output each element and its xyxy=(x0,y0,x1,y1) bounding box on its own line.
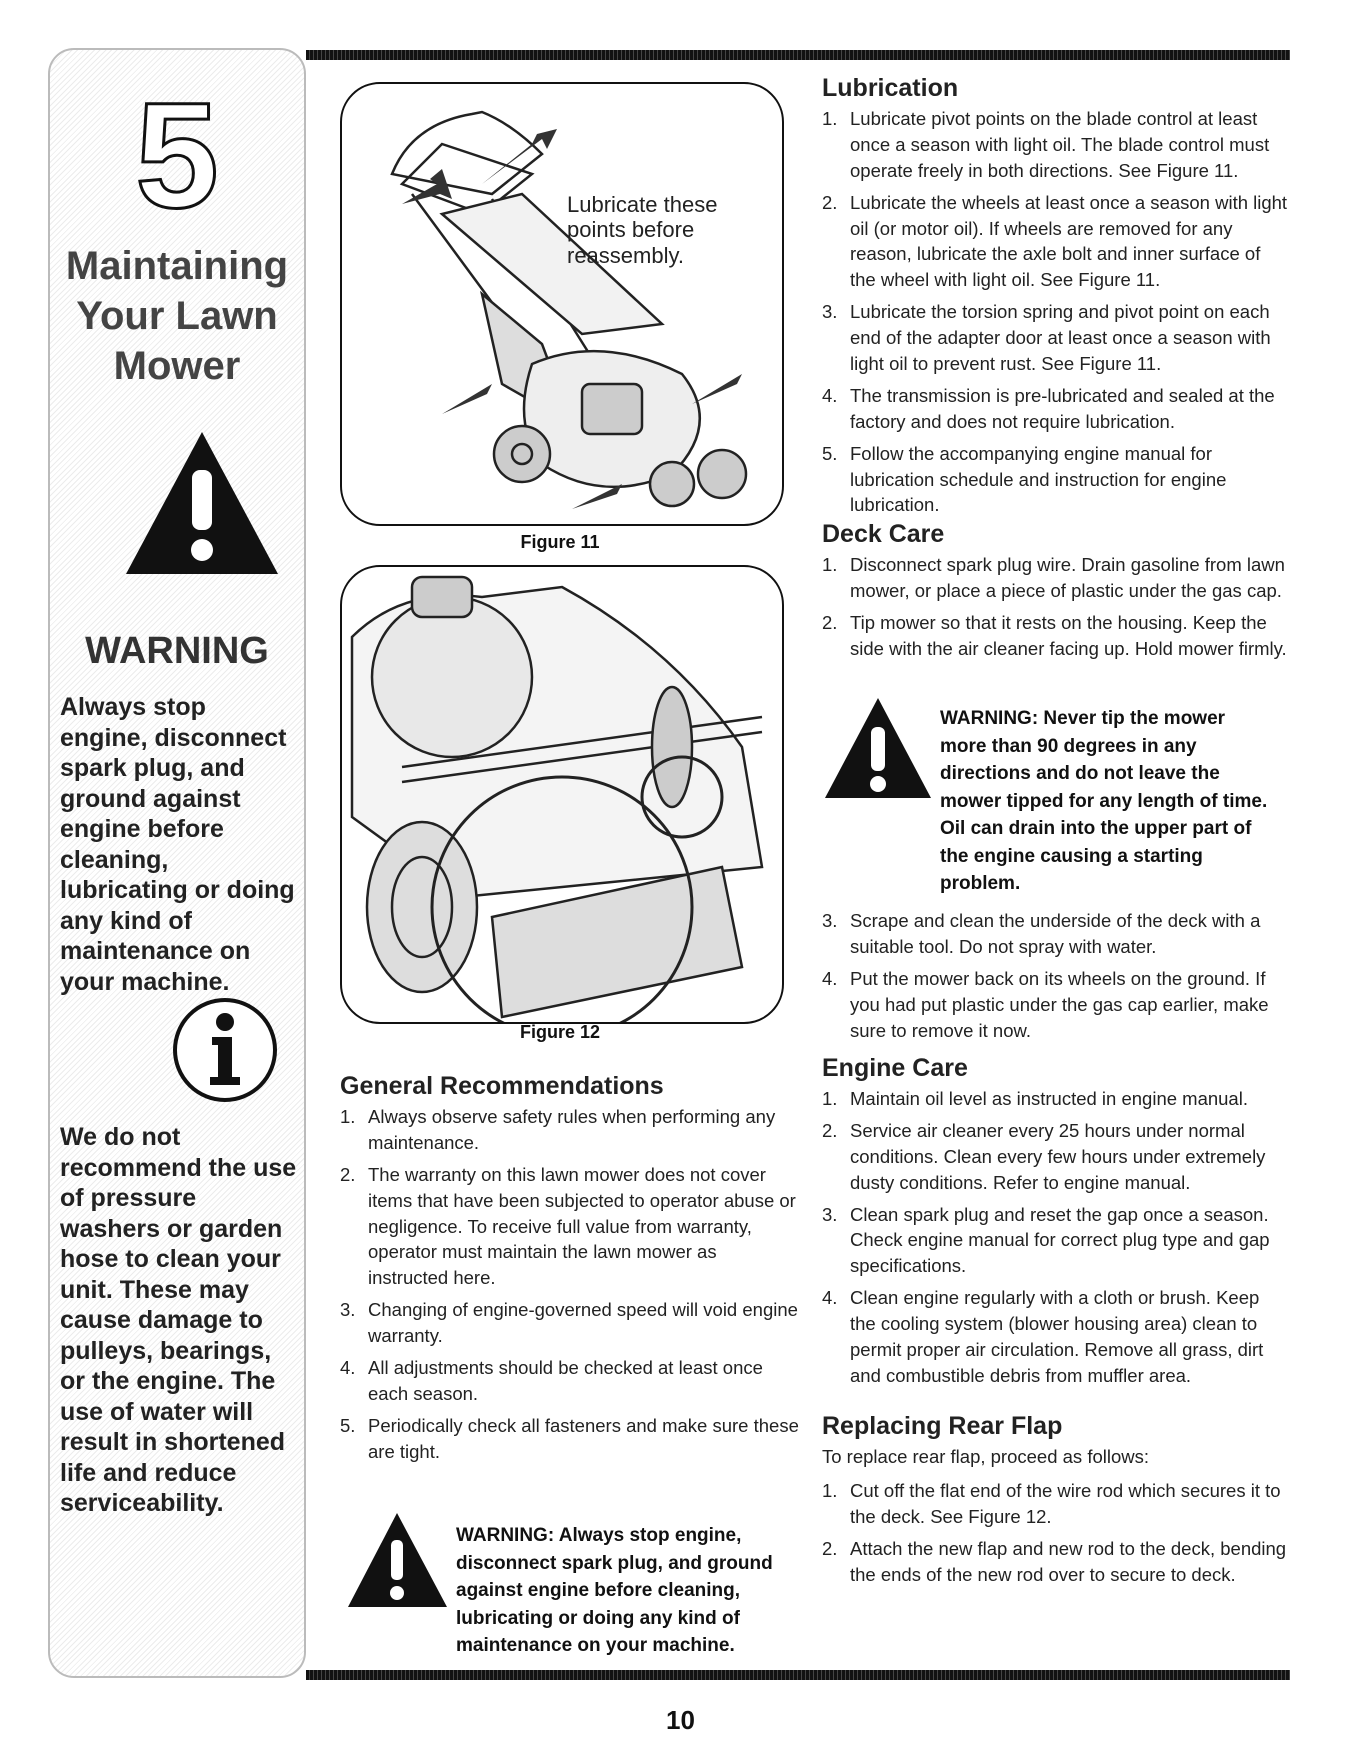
list-item: 4. Clean engine regularly with a cloth or brush. Keep the cooling system (blower housing area) clean to permit proper air circulation. Remove all grass, dirt and combustible debris from muffler area. xyxy=(822,1287,1264,1386)
page-number: 10 xyxy=(666,1705,695,1735)
sidebar-panel xyxy=(48,48,306,1678)
list-item: 4. Put the mower back on its wheels on the ground. If you had put plastic under the gas cap earlier, make sure to remove it now. xyxy=(822,967,1269,1041)
list-item: 2. Lubricate the wheels at least once a season with light oil (or motor oil). If wheels are removed for any reason, lubricate the axle bolt and inner surface of the wheel with light oil. See Figure 11. xyxy=(822,191,1288,291)
callout-line2: points before xyxy=(567,217,695,243)
lubrication-heading: Lubrication xyxy=(822,74,959,102)
general-recommendations-heading: General Recommendations xyxy=(340,1072,664,1100)
warning-triangle-icon xyxy=(822,695,934,801)
lubricate-callout xyxy=(567,192,717,268)
info-icon xyxy=(170,995,280,1105)
deck-care-heading: Deck Care xyxy=(822,520,945,548)
callout-line1: Lubricate these xyxy=(567,192,718,217)
list-item: 3. Changing of engine-governed speed will void engine warranty. xyxy=(340,1299,798,1347)
deck-warning-text: WARNING: Never tip the mower more than 90 degrees in any directions and do not leave the mower tipped for any length of time. Oil can drain into the upper part of the engine causing a starting problem. xyxy=(940,708,1268,895)
list-item: 4. All adjustments should be checked at least once each season. xyxy=(340,1357,763,1404)
general-warning-text: WARNING: Always stop engine, disconnect spark plug, and ground against engine before cleaning, lubricating or doing any kind of maintenance on your machine. xyxy=(456,1525,773,1657)
figure-11-caption: Figure 11 xyxy=(520,532,600,552)
list-item: 1. Cut off the flat end of the wire rod which secures it to the deck. See Figure 12. xyxy=(822,1480,1281,1527)
list-item: 1. Maintain oil level as instructed in engine manual. xyxy=(822,1088,1248,1109)
rear-flap-illustration xyxy=(342,567,782,1022)
chapter-title-line3: Mower xyxy=(113,344,241,388)
rear-flap-intro: To replace rear flap, proceed as follows: xyxy=(822,1446,1150,1467)
list-item: 3. Lubricate the torsion spring and pivot point on each end of the adapter door at least once a season with light oil to prevent rust. See Figure 11. xyxy=(822,301,1271,375)
figure-11-illustration xyxy=(340,82,784,526)
deck-care-list-a xyxy=(822,552,1288,668)
list-item: 2. Service air cleaner every 25 hours under normal conditions. Clean every few hours under extremely dusty conditions. Refer to engine manual. xyxy=(822,1119,1266,1193)
callout-line3: reassembly. xyxy=(567,242,684,268)
list-item: 2. Attach the new flap and new rod to the deck, bending the ends of the new rod over to secure to deck. xyxy=(822,1537,1287,1585)
list-item: 1. Disconnect spark plug wire. Drain gasoline from lawn mower, or place a piece of plastic under the gas cap. xyxy=(822,554,1285,601)
figure-12-illustration xyxy=(340,565,784,1024)
top-rule xyxy=(306,50,1290,60)
engine-care-list xyxy=(822,1086,1288,1395)
list-item: 5. Follow the accompanying engine manual for lubrication schedule and instruction for engine lubrication. xyxy=(822,442,1227,516)
warning-triangle-icon xyxy=(345,1510,450,1610)
list-item: 1. Always observe safety rules when performing any maintenance. xyxy=(340,1106,776,1153)
sidebar-warning-label: WARNING xyxy=(85,630,269,672)
figure-12-caption: Figure 12 xyxy=(519,1022,601,1042)
replacing-rear-flap-heading: Replacing Rear Flap xyxy=(822,1412,1063,1440)
sidebar-warning-text: Always stop engine, disconnect spark plug, and ground against engine before cleaning, lubricating or doing any kind of maintenance on your machine. xyxy=(60,693,295,996)
lawn-mower-illustration xyxy=(342,84,782,524)
deck-care-list-b xyxy=(822,908,1288,1049)
chapter-title-line2: Your Lawn xyxy=(76,294,278,338)
rear-flap-list xyxy=(822,1478,1288,1594)
list-item: 1. Lubricate pivot points on the blade control at least once a season with light oil. The blade control must operate freely in both directions. See Figure 11. xyxy=(822,108,1270,181)
bottom-rule xyxy=(306,1670,1290,1680)
list-item: 3. Scrape and clean the underside of the deck with a suitable tool. Do not spray with water. xyxy=(822,910,1261,957)
engine-care-heading: Engine Care xyxy=(822,1054,968,1082)
list-item: 5. Periodically check all fasteners and make sure these are tight. xyxy=(340,1414,799,1462)
lubrication-list xyxy=(822,106,1288,524)
warning-triangle-icon xyxy=(122,428,282,578)
sidebar-info-text: We do not recommend the use of pressure washers or garden hose to clean your unit. These may cause damage to pulleys, bearings, or the engine. The use of water will result in shortened life and reduce serviceability. xyxy=(60,1123,297,1517)
list-item: 4. The transmission is pre-lubricated and sealed at the factory and does not require lubrication. xyxy=(822,384,1275,432)
list-item: 3. Clean spark plug and reset the gap once a season. Check engine manual for correct plug type and gap specifications. xyxy=(822,1203,1270,1277)
list-item: 2. Tip mower so that it rests on the housing. Keep the side with the air cleaner facing up. Hold mower firmly. xyxy=(822,611,1287,659)
chapter-number: 5 xyxy=(135,71,219,239)
chapter-title-line1: Maintaining xyxy=(65,244,289,288)
list-item: 2. The warranty on this lawn mower does not cover items that have been subjected to operator abuse or negligence. To receive full value from warranty, operator must maintain the lawn mower as instructed here. xyxy=(340,1163,796,1289)
general-recommendations-list xyxy=(340,1104,800,1471)
